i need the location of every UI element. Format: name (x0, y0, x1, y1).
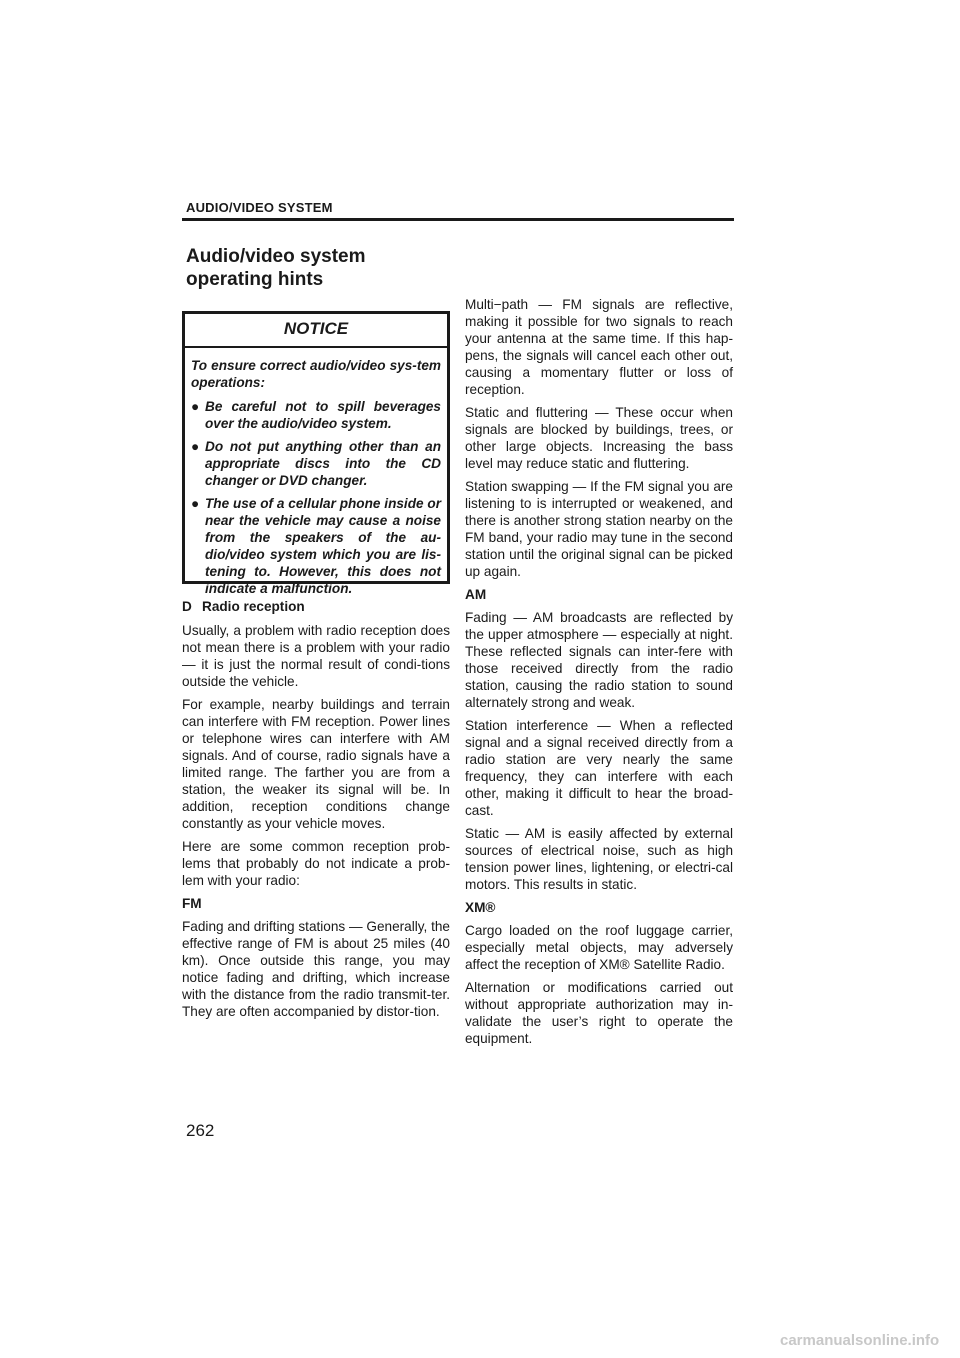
paragraph: Station interference — When a reflected signal and a signal received directly from a radio station are very nearly the same frequency, they can interfere with each other, making it difficult to hear the broad-cast. (465, 718, 733, 818)
bullet-icon: ● (191, 399, 200, 414)
xm-subheading: XM® (465, 900, 496, 915)
paragraph: Alternation or modifications carried out without appropriate authorization may in-validate the user’s right to operate the equipment. (465, 980, 733, 1046)
bullet-icon: ● (191, 439, 200, 454)
section-title-line1: Audio/video system (186, 246, 366, 267)
paragraph: For example, nearby buildings and terrain can interfere with FM reception. Power lines or telephone wires can interfere with AM signals. And of course, radio signals have a limited range. The farther you are from a station, the weaker its signal will be. In addition, reception conditions change constantly as your vehicle moves. (182, 697, 450, 831)
paragraph: Static — AM is easily affected by external sources of electrical noise, such as high tension power lines, lightening, or electri-cal motors. This results in static. (465, 826, 733, 892)
notice-title: NOTICE (185, 314, 447, 348)
paragraph: Fading — AM broadcasts are reflected by the upper atmosphere — especially at night. These reflected signals can inter-fere with those received directly from the radio station, causing the radio station to sound alternately strong and weak. (465, 610, 733, 710)
paragraph: Static and fluttering — These occur when signals are blocked by buildings, trees, or other large objects. Increasing the bass level may reduce static and fluttering. (465, 405, 733, 471)
left-column (182, 311, 450, 1026)
notice-item-text: Be careful not to spill beverages over the audio/video system. (205, 399, 441, 431)
paragraph: Here are some common reception prob-lems that probably do not indicate a prob-lem with your radio: (182, 839, 450, 888)
notice-item (191, 438, 441, 489)
section-title (186, 245, 366, 291)
bullet-icon: ● (191, 496, 200, 511)
notice-item-text: The use of a cellular phone inside or near the vehicle may cause a noise from the speakers of the au-dio/video system which you are lis-tening to. However, this does not indicate a malfunction. (205, 496, 441, 596)
paragraph: Station swapping — If the FM signal you are listening to is interrupted or weakened, and there is another strong station nearby on the FM band, your radio may tune in the second station until the original signal can be picked up again. (465, 479, 733, 579)
paragraph: Fading and drifting stations — Generally, the effective range of FM is about 25 miles (40 km). Once outside this range, you may notice fading and drifting, which increase with the distance from the radio transmit-ter. They are often accompanied by distor-tion. (182, 919, 450, 1019)
notice-item-text: Do not put anything other than an appropriate discs into the CD changer or DVD changer. (205, 439, 441, 488)
running-header: AUDIO/VIDEO SYSTEM (186, 200, 333, 215)
section-title-line2: operating hints (186, 269, 324, 290)
fm-subheading: FM (182, 896, 202, 911)
header-rule (182, 218, 734, 221)
radio-reception-heading-text: Radio reception (202, 599, 305, 614)
bullet-marker: D (182, 599, 192, 614)
notice-intro: To ensure correct audio/video sys-tem operations: (191, 358, 441, 390)
page-number: 262 (186, 1121, 215, 1140)
radio-reception-heading (182, 598, 450, 615)
paragraph: Multi−path — FM signals are reflective, making it possible for two signals to reach your antenna at the same time. If this hap-pens, the signals will cancel each other out, causing a momentary flutter or loss of reception. (465, 297, 733, 397)
paragraph: Usually, a problem with radio reception does not mean there is a problem with your radio — it is just the normal result of condi-tions outside the vehicle. (182, 623, 450, 689)
am-subheading: AM (465, 587, 487, 602)
notice-item (191, 398, 441, 432)
paragraph: Cargo loaded on the roof luggage carrier, especially metal objects, may adversely affect the reception of XM® Satellite Radio. (465, 923, 733, 972)
right-column (465, 296, 733, 1053)
notice-box (182, 311, 450, 596)
notice-item (191, 495, 441, 597)
watermark: carmanualsonline.info (780, 1332, 940, 1349)
